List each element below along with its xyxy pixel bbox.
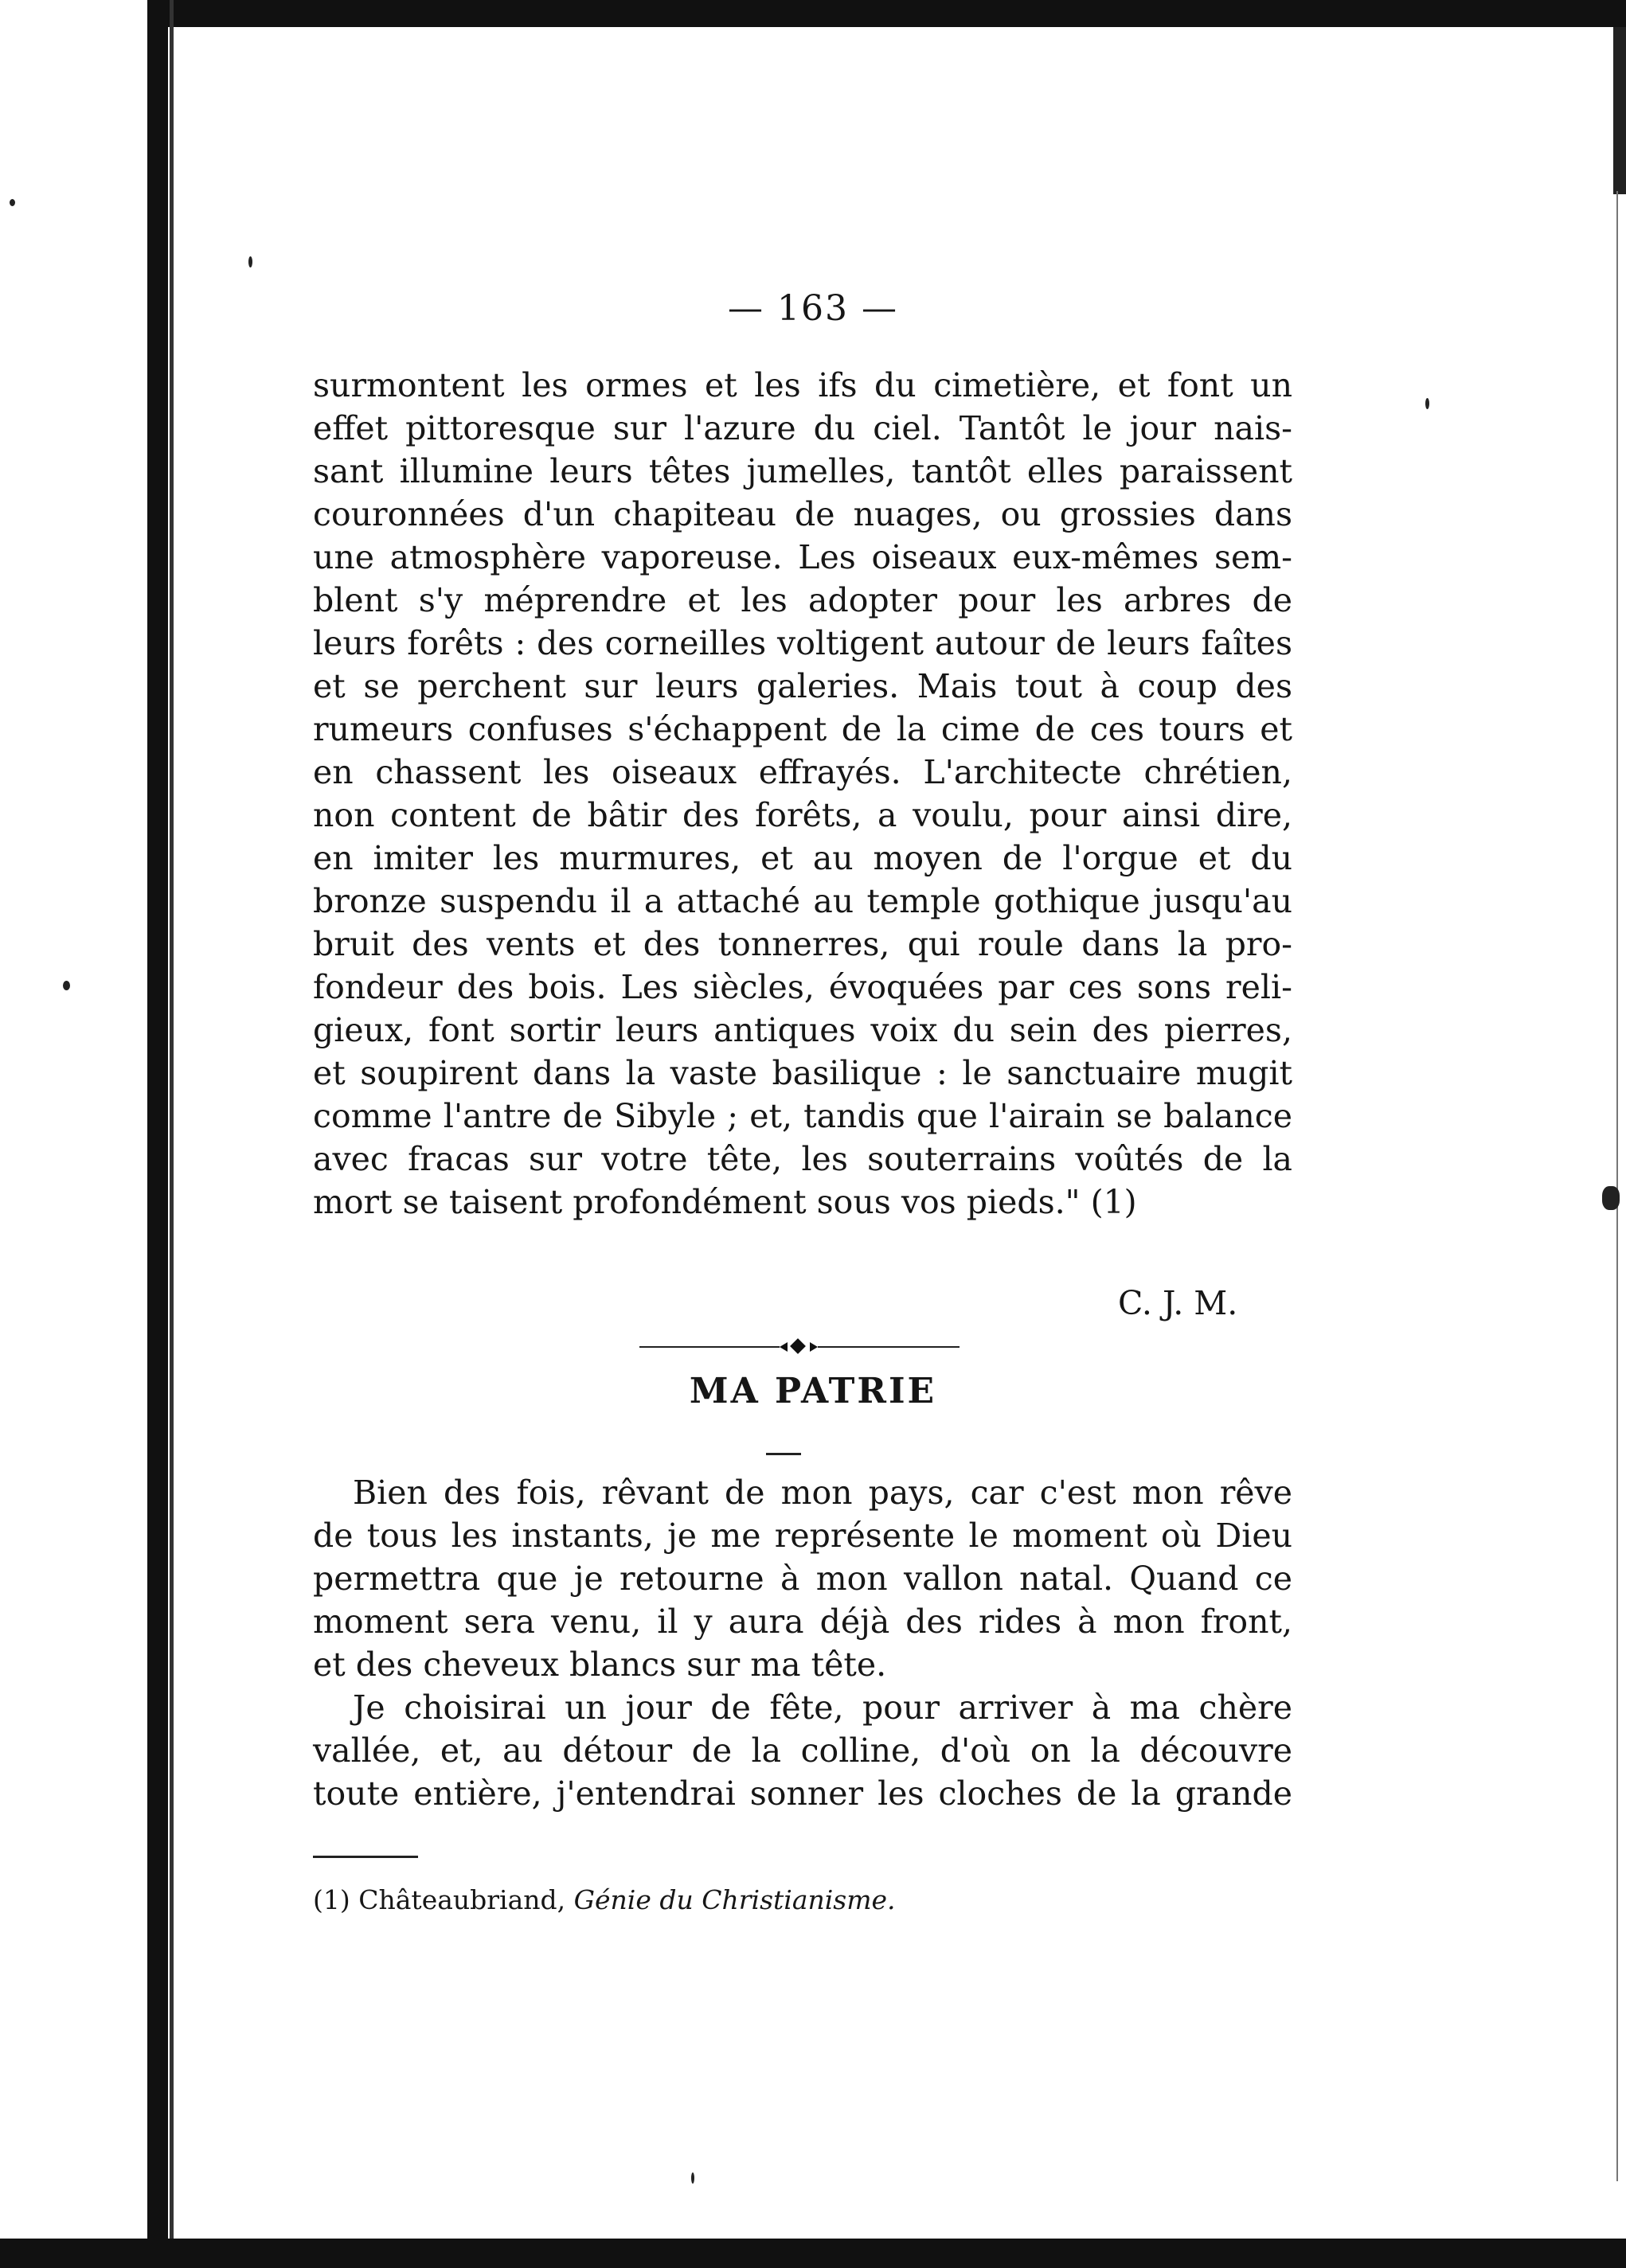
text-line: en chassent les oiseaux effrayés. L'architecte chrétien,: [313, 753, 1292, 791]
scan-edge-right: [1613, 27, 1626, 194]
paragraph-continued: [313, 364, 1292, 1224]
scan-speck: [1425, 398, 1429, 409]
text-line: Je choisirai un jour de fête, pour arriver à ma chère: [353, 1688, 1292, 1727]
divider-arrow-left-icon: [780, 1342, 788, 1352]
divider-rule: [639, 1346, 780, 1348]
text-line: bruit des vents et des tonnerres, qui roule dans la pro-: [313, 925, 1292, 963]
divider-diamond-icon: [790, 1338, 806, 1354]
text-line: comme l'antre de Sibyle ; et, tandis que l'airain se balance: [313, 1097, 1292, 1135]
text-line: une atmosphère vaporeuse. Les oiseaux eux-mêmes sem-: [313, 538, 1292, 576]
text-line: couronnées d'un chapiteau de nuages, ou grossies dans: [313, 495, 1292, 533]
text-line: Bien des fois, rêvant de mon pays, car c'est mon rêve: [353, 1474, 1292, 1512]
text-line: permettra que je retourne à mon vallon natal. Quand ce: [313, 1559, 1292, 1598]
text-line: leurs forêts : des corneilles voltigent autour de leurs faîtes: [313, 624, 1292, 662]
scan-edge-top: [147, 0, 1626, 27]
footnote-marker: (1): [313, 1884, 350, 1915]
text-line: fondeur des bois. Les siècles, évoquées par ces sons reli-: [313, 968, 1292, 1006]
text-line: bronze suspendu il a attaché au temple gothique jusqu'au: [313, 882, 1292, 920]
footnote: [313, 1883, 896, 1918]
text-line: rumeurs confuses s'échappent de la cime de ces tours et: [313, 710, 1292, 748]
text-line: de tous les instants, je me représente le moment où Dieu: [313, 1517, 1292, 1555]
text-line: en imiter les murmures, et au moyen de l'orgue et du: [313, 839, 1292, 877]
text-line: blent s'y méprendre et les adopter pour les arbres de: [313, 581, 1292, 619]
paragraph: [313, 1686, 1292, 1815]
author-signature: C. J. M.: [1118, 1284, 1238, 1322]
text-line: sant illumine leurs têtes jumelles, tantôt elles paraissent: [313, 452, 1292, 490]
footnote-rule: [313, 1856, 418, 1858]
text-line: surmontent les ormes et les ifs du cimetière, et font un: [313, 366, 1292, 404]
scan-speck: [248, 256, 252, 267]
scan-edge-right-line: [1616, 191, 1618, 2181]
text-line: gieux, font sortir leurs antiques voix du sein des pierres,: [313, 1011, 1292, 1049]
text-line: et des cheveux blancs sur ma tête.: [313, 1645, 887, 1684]
ornament-divider: [639, 1339, 960, 1355]
text-line: et se perchent sur leurs galeries. Mais tout à coup des: [313, 667, 1292, 705]
paragraph: [313, 1471, 1292, 1686]
footnote-author: Châteaubriand,: [358, 1884, 566, 1915]
scan-speck: [691, 2172, 694, 2184]
text-line: non content de bâtir des forêts, a voulu, pour ainsi dire,: [313, 796, 1292, 834]
text-line: mort se taisent profondément sous vos pieds." (1): [313, 1183, 1137, 1221]
text-line: moment sera venu, il y aura déjà des rides à mon front,: [313, 1602, 1292, 1641]
scan-speck: [10, 199, 15, 206]
divider-arrow-right-icon: [810, 1342, 818, 1352]
section-title: MA PATRIE: [689, 1371, 937, 1411]
scan-edge-left: [147, 0, 168, 2268]
scan-speck: [63, 981, 70, 990]
title-dash: [766, 1453, 801, 1455]
text-line: vallée, et, au détour de la colline, d'où on la découvre: [313, 1731, 1292, 1770]
text-line: avec fracas sur votre tête, les souterrains voûtés de la: [313, 1140, 1292, 1178]
text-line: et soupirent dans la vaste basilique : le sanctuaire mugit: [313, 1054, 1292, 1092]
page-number: — 163 —: [728, 288, 898, 329]
text-line: toute entière, j'entendrai sonner les cloches de la grande: [313, 1774, 1292, 1813]
scan-edge-left-inner: [170, 0, 174, 2268]
text-line: effet pittoresque sur l'azure du ciel. Tantôt le jour nais-: [313, 409, 1292, 447]
scan-speck: [1602, 1186, 1620, 1210]
footnote-work: Génie du Christianisme.: [573, 1884, 896, 1915]
scan-edge-bottom: [0, 2239, 1626, 2268]
divider-rule: [818, 1346, 960, 1348]
